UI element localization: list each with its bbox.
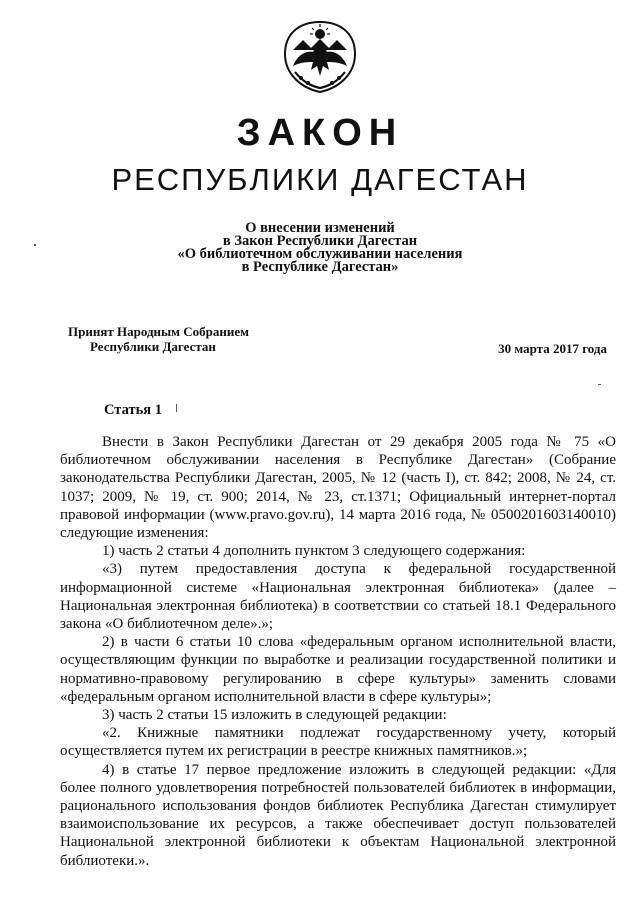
article-body bbox=[60, 433, 616, 870]
adoption-line: Республики Дагестан bbox=[90, 339, 216, 354]
article-paragraph: Внести в Закон Республики Дагестан от 29 декабря 2005 года № 75 «О библиотечном обслуживании населения в Республике Дагестан» (Собрание законодательства Республики Дагестан, 2005, № 12 (часть I), ст. 842; 2008, № 24, ст. 1037; 2009, № 19, ст. 900; 2014, № 23, ст.1371; Официальный интернет-портал правовой информации (www.pravo.gov.ru), 14 марта 2016 года, № 0500201603140010) следующие изменения: bbox=[60, 434, 616, 542]
article-paragraph: 1) часть 2 статьи 4 дополнить пунктом 3 следующего содержания: bbox=[102, 543, 526, 560]
article-title: Статья 1 bbox=[104, 402, 162, 418]
subtitle-line: «О библиотечном обслуживании населения bbox=[177, 246, 463, 262]
adoption-date: 30 марта 2017 года bbox=[498, 341, 607, 356]
subtitle-line: в Закон Республики Дагестан bbox=[222, 233, 418, 249]
article-paragraph: 2) в части 6 статьи 10 слова «федеральным органом исполнительной власти, осуществляющим функции по выработке и реализации государственной политики и нормативно-правовому регулированию в сфере культуры» заменить словами «федеральным органом исполнительной власти в сфере культуры»; bbox=[60, 634, 616, 705]
subtitle-line: в Республике Дагестан» bbox=[241, 259, 399, 275]
scan-mark bbox=[176, 404, 177, 412]
law-subtitle bbox=[0, 222, 640, 274]
adoption-line: Принят Народным Собранием bbox=[68, 324, 250, 339]
coat-of-arms-eagle-icon bbox=[281, 20, 359, 94]
article-paragraph: 3) часть 2 статьи 15 изложить в следующей редакции: bbox=[102, 707, 447, 724]
subtitle-line: О внесении изменений bbox=[245, 220, 395, 236]
article-paragraph: «2. Книжные памятники подлежат государственному учету, который осуществляется путем их регистрации в реестре книжных памятников.»; bbox=[60, 725, 616, 760]
republic-heading: РЕСПУБЛИКИ ДАГЕСТАН bbox=[111, 162, 529, 197]
scan-mark bbox=[34, 244, 36, 246]
document-type-heading: ЗАКОН bbox=[236, 112, 404, 154]
scan-mark bbox=[598, 384, 601, 385]
article-paragraph: 4) в статье 17 первое предложение изложить в следующей редакции: «Для более полного удовлетворения потребностей пользователей библиотек в информации, рационального использования фондов библиотек Республика Дагестан стимулирует взаимоиспользование их ресурсов, а также обеспечивает доступ пользователей Национальной электронной библиотеки к объектам Национальной электронной библиотеки.». bbox=[60, 761, 616, 869]
article-paragraph: «3) путем предоставления доступа к федеральной государственной информационной системе «Национальная электронная библиотека» (далее – Национальная электронная библиотека) в соответствии со статьей 18.1 Федерального закона «О библиотечном деле».»; bbox=[60, 561, 616, 633]
adoption-note bbox=[68, 324, 249, 354]
